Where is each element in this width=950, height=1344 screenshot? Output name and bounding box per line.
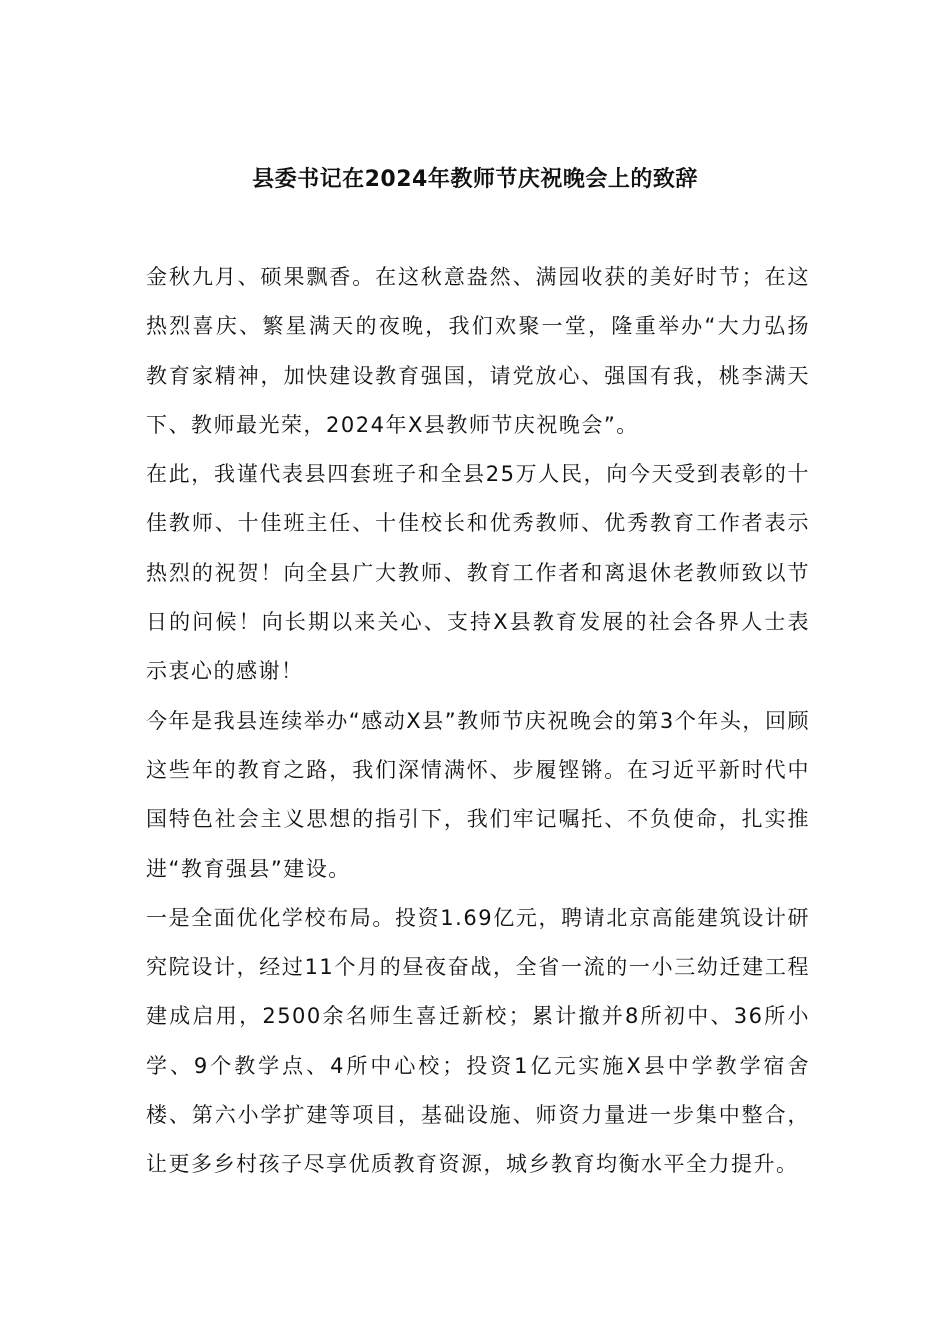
paragraph-greetings: 在此，我谨代表县四套班子和全县25万人民，向今天受到表彰的十佳教师、十佳班主任、十佳校长和优秀教师、优秀教育工作者表示热烈的祝贺！向全县广大教师、教育工作者和离退休老教师致以节日的问候！向长期以来关心、支持X县教育发展的社会各界人士表示衷心的感谢！ (146, 462, 810, 684)
paragraph-opening: 金秋九月、硕果飘香。在这秋意盎然、满园收获的美好时节；在这热烈喜庆、繁星满天的夜晚，我们欢聚一堂，隆重举办“大力弘扬教育家精神，加快建设教育强国，请党放心、强国有我，桃李满天下、教师最光荣，2024年X县教师节庆祝晚会”。 (146, 265, 810, 437)
paragraph-review: 今年是我县连续举办“感动X县”教师节庆祝晚会的第3个年头，回顾这些年的教育之路，我们深情满怀、步履铿锵。在习近平新时代中国特色社会主义思想的指引下，我们牢记嘱托、不负使命，扎实推进“教育强县”建设。 (146, 708, 810, 881)
document-body (146, 253, 810, 1190)
paragraph-school-layout: 一是全面优化学校布局。投资1.69亿元，聘请北京高能建筑设计研究院设计，经过11个月的昼夜奋战，全省一流的一小三幼迁建工程建成启用，2500余名师生喜迁新校；累计撤并8所初中、36所小学、9个教学点、4所中心校；投资1亿元实施X县中学教学宿舍楼、第六小学扩建等项目，基础设施、师资力量进一步集中整合，让更多乡村孩子尽享优质教育资源，城乡教育均衡水平全力提升。 (146, 905, 810, 1177)
document-title: 县委书记在2024年教师节庆祝晚会上的致辞 (252, 167, 698, 192)
